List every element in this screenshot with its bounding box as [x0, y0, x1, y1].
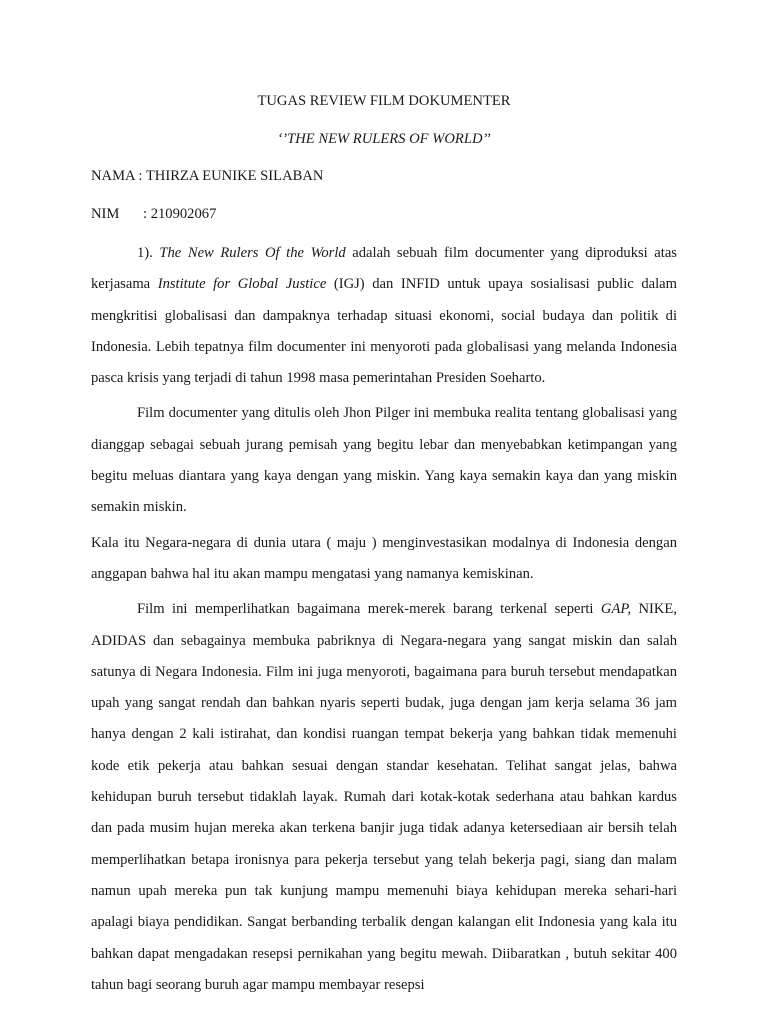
student-id [91, 206, 216, 223]
student-name: NAMA : THIRZA EUNIKE SILABAN [91, 168, 324, 184]
paragraph-2: Film documenter yang ditulis oleh Jhon Pilger ini membuka realita tentang globalisasi yang dianggap sebagai sebuah jurang pemisah yang begitu lebar dan menyebabkan ketimpangan yang begitu meluas diantara yang kaya dengan yang miskin. Yang kaya semakin kaya dan yang miskin semakin miskin. [91, 405, 677, 516]
paragraph-1 [91, 238, 677, 394]
p1-text-e: (IGJ) dan INFID untuk upaya sosialisasi public dalam mengkritisi globalisasi dan dampaknya terhadap situasi ekonomi, social budaya dan politik di Indonesia. Lebih tepatnya film documenter ini menyoroti pada globalisasi yang melanda Indonesia pasca krisis yang terjadi di tahun 1998 masa pemerintahan Presiden Soeharto. [91, 276, 677, 387]
p4-text-a: Film ini memperlihatkan bagaimana merek-merek barang terkenal seperti [137, 601, 601, 618]
film-title: ‘’THE NEW RULERS OF WORLD’’ [277, 131, 491, 147]
p4-brand-gap: GAP, [600, 601, 632, 618]
document-body [91, 238, 677, 1001]
p4-text-c: NIKE, ADIDAS dan sebagainya membuka pabriknya di Negara-negara yang sangat miskin dan salah satunya di Negara Indonesia. Film ini juga menyoroti, bagaimana para buruh tersebut mendapatkan upah yang sangat rendah dan bahkan nyaris seperti budak, juga dengan jam kerja selama 36 jam hanya dengan 2 kali istirahat, dan kondisi ruangan tempat bekerja yang bahkan tidak memenuhi kode etik pekerja atau bahkan sesuai dengan standar kesehatan. Telihat sangat jelas, bahwa kehidupan buruh tersebut tidaklah layak. Rumah dari kotak-kotak sederhana atau bahkan kardus dan pada musim hujan mereka akan terkena banjir juga tidak adanya ketersediaan air bersih telah memperlihatkan betapa ironisnya para pekerja tersebut yang telah bekerja pagi, siang dan malam namun upah mereka pun tak kunjung mampu memenuhi biaya kehidupan mereka sehari-hari apalagi biaya pendidikan. Sangat berbanding terbalik dengan kalangan elit Indonesia yang kala itu bahkan dapat mengadakan resepsi pernikahan yang begitu mewah. Diibaratkan , butuh sekitar 400 tahun bagi seorang buruh agar mampu membayar resepsi [91, 601, 677, 993]
nim-value: : 210902067 [143, 206, 217, 222]
document-title: TUGAS REVIEW FILM DOKUMENTER [257, 93, 511, 109]
nim-label: NIM [91, 206, 120, 222]
p1-film-name: The New Rulers Of the World [159, 245, 346, 261]
p1-text-c: adalah sebuah film documenter yang diproduksi atas kerjasama [91, 245, 677, 293]
p1-institute-name: Institute for Global Justice [157, 276, 327, 293]
paragraph-4 [91, 594, 677, 1001]
p1-text-a: 1). [137, 245, 160, 261]
paragraph-3: Kala itu Negara-negara di dunia utara ( maju ) menginvestasikan modalnya di Indonesia dengan anggapan bahwa hal itu akan mampu mengatasi yang namanya kemiskinan. [91, 534, 677, 582]
